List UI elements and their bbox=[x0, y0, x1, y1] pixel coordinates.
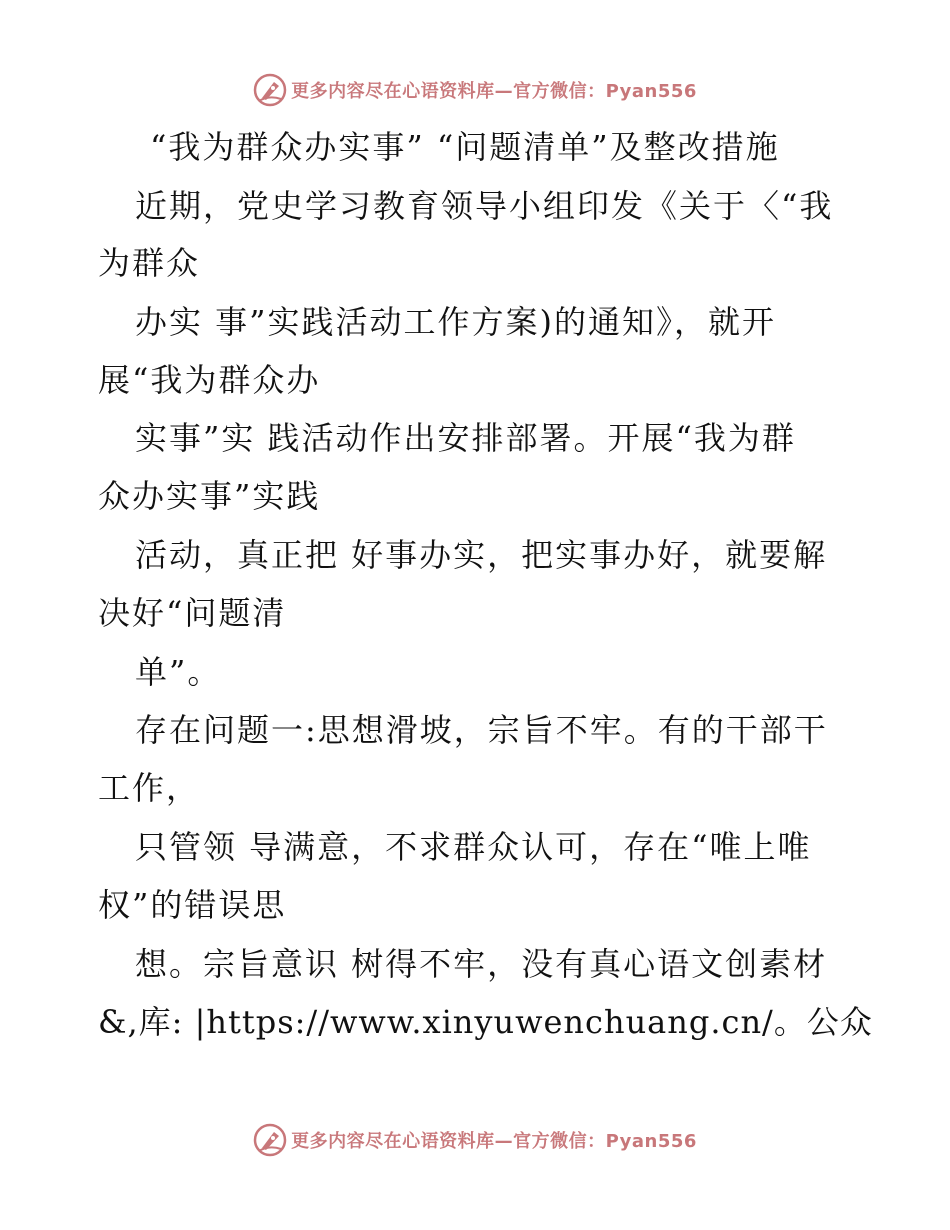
footer-watermark-banner bbox=[0, 1120, 950, 1160]
paragraph-line: 实事”实 践活动作出安排部署。开展“我为群 bbox=[135, 419, 796, 457]
header-watermark-text: 更多内容尽在心语资料库—官方微信：Pyan556 bbox=[291, 81, 697, 102]
header-watermark-banner bbox=[0, 70, 950, 110]
paragraph-line: 众办实事”实践 bbox=[98, 477, 321, 515]
pen-nib-circle-icon bbox=[253, 73, 287, 107]
paragraph-line: 单”。 bbox=[135, 653, 222, 691]
paragraph-line: 只管领 导满意，不求群众认可，存在“唯上唯 bbox=[135, 828, 812, 866]
paragraph-line: 权”的错误思 bbox=[98, 886, 287, 924]
paragraph-line: 办实 事”实践活动工作方案)的通知》，就开 bbox=[135, 303, 777, 341]
paragraph-line: &,库: |https://www.xinyuwenchuang.cn/。公众 bbox=[98, 1003, 873, 1041]
paragraph-line: 想。宗旨意识 树得不牢，没有真心语文创素材 bbox=[135, 945, 828, 983]
pen-nib-circle-icon bbox=[253, 1123, 287, 1157]
footer-watermark-text: 更多内容尽在心语资料库—官方微信：Pyan556 bbox=[291, 1131, 697, 1152]
paragraph-line: 决好“问题清 bbox=[98, 594, 287, 632]
paragraph-line: 活动，真正把 好事办实，把实事办好，就要解 bbox=[135, 536, 828, 574]
paragraph-line: 存在问题一:思想滑坡，宗旨不牢。有的干部干 bbox=[135, 711, 828, 749]
paragraph-line: 近期，党史学习教育领导小组印发《关于〈“我 bbox=[135, 187, 834, 225]
document-title: “我为群众办实事” “问题清单”及整改措施 bbox=[150, 128, 780, 166]
paragraph-line: 为群众 bbox=[98, 244, 201, 282]
paragraph-line: 工作， bbox=[98, 769, 201, 807]
paragraph-line: 展“我为群众办 bbox=[98, 361, 321, 399]
